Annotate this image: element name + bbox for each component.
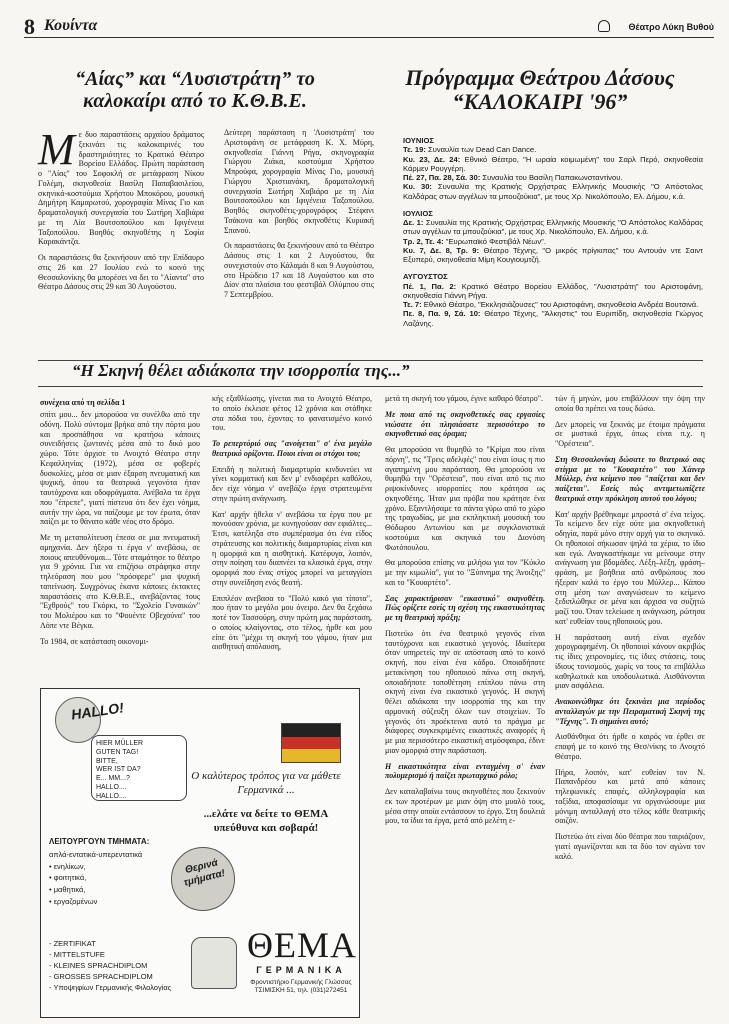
bubble-line: HALLO.... bbox=[96, 792, 127, 800]
interview-question: Το ρεπερτόριό σας "ανοίγεται" σ' ένα μεγάλο θεατρικό ορίζοντα. Ποιοι είναι οι στόχοι του; bbox=[212, 439, 372, 458]
entry-text: Συναυλία της Κρατικής Ορχήστρας Ελληνικής Μουσικής "Ο Απόστολος Καλδάρας στων αγγέλων τα μπουζούκια", με τους Χρ. Νικολόπουλο, Ελ. Δήμου, κ.ά. bbox=[403, 218, 703, 237]
interview-question: Με ποια από τις σκηνοθετικές σας εργασίες νιώσατε ότι πλησιάσατε περισσότερο το σκηνοθετικό σας όραμα; bbox=[385, 409, 545, 439]
bubble-line: E... MM...? bbox=[96, 775, 130, 782]
entry-date: Πέ. 1, Πα. 2: bbox=[403, 281, 457, 291]
department-item: • εργαζομένων bbox=[49, 896, 98, 906]
exam-item: - Υποψηφίων Γερμανικής Φιλολογίας bbox=[49, 982, 172, 992]
program-entry bbox=[403, 182, 703, 201]
entry-date: Τρ. 2, Τε. 4: bbox=[403, 236, 444, 246]
paragraph: ε δυο παραστάσεις αρχαίου δράματος ξεκινάει τις καλοκαιρινές του δραστηριότητες το Κρατικό Θέατρο Βορείου Ελλάδος. Πρώτη παράσταση ο "Αίας" του Σοφοκλή σε μετάφραση Νίκου Γολέμη, σκηνοθεσία Βασίλη Παπαβασιλείου, σκηνικά-κοστούμια Χρήστου Μποκόρου, μουσική Δημήτρη Καμαρωτού, χορογραφία Μίνας Γιο και δραματολογική συνεργασία του Σωτήρη Χαβιάρα με τη Λία Βουτσοπούλου και Ιφιγένεια Ταξοπούλου. Βοηθός σκηνοθέτης η Σοφία Καρακάντζα. bbox=[38, 130, 204, 247]
entry-text: Θέατρο Τέχνης, "Ο μικρός πρίγκιπας" του Αντουάν ντε Σαιντ Εξυπερύ, σκηνοθεσία Μίμη Κουγιουμτζή. bbox=[403, 245, 703, 264]
interview-column-3 bbox=[385, 394, 545, 832]
drop-cap: Μ bbox=[38, 125, 75, 174]
exam-item: - ZERTIFIKAT bbox=[49, 939, 96, 948]
ad-slogan: ...ελάτε να δείτε το ΘΕΜΑ υπεύθυνα και σοβαρά! bbox=[203, 808, 329, 835]
address-line: ΤΣΙΜΙΣΚΗ 51, τηλ. (031)272451 bbox=[254, 987, 348, 995]
paragraph: Δεν καταλαβαίνω τους σκηνοθέτες που ξεκινούν εκ των προτέρων με μιαν όψη στο μυαλό τους, μέσα στην οποία εντάσσουν το έργο. Στη δουλειά μου, τα ίδια τα έργα, μετά από μελέτη ε- bbox=[385, 787, 545, 826]
entry-date: Τε. 7: bbox=[403, 300, 422, 309]
paragraph: Επειδή η πολιτική διαμαρτυρία κινδυνεύει να γίνει κομματική και δεν μ' ενδιαφέρει καθόλου, δεν είχε νόημα ν' ανεβάζω έργα στρατευμένα στην πρώτη ανάγνωση. bbox=[212, 464, 372, 503]
logo-sub: ΓΕΡΜΑΝΙΚΑ bbox=[256, 965, 346, 975]
interview-column-1 bbox=[40, 410, 200, 652]
month-heading: ΙΟΥΝΙΟΣ bbox=[403, 136, 434, 145]
program-list bbox=[403, 136, 703, 328]
logo-address bbox=[247, 979, 355, 996]
entry-text: "Ευρωπαϊκό Φεστιβάλ Νέων". bbox=[445, 236, 546, 246]
summer-badge-text: Θερινά τμήματα! bbox=[182, 857, 227, 889]
entry-date: Κυ. 23, Δε. 24: bbox=[403, 154, 461, 164]
exam-item: - GROSSES SPRACHDIPLOM bbox=[49, 971, 153, 981]
bubble-line: HIER MÜLLER bbox=[96, 740, 144, 747]
paragraph: Με τη μεταπολίτευση έπεσα σε μια πνευματική αμηχανία. Δεν ήξερα τι έργα ν' ανεβάσω, σε ποιους απευθύνομαι... Τότε σταμάτησε το θέατρο για 9 χρόνια. Για να επιζήσω στράφηκα στην τηλεόραση που μου "πρόσφερε" μια ψυχική ταπείνωση. Συγχρόνως έκανα κάποιες έκτακτες παραστάσεις στο Κ.Θ.Β.Ε., ανεβάζοντας τους "Εχθρούς" του Γκόρκι, το "Σχολείο Γυναικών" του Μολιέρου και το "Φουέντε Οβεχούνα" του Λόπε ντε Βέγκα. bbox=[40, 533, 200, 630]
entry-date: Πέ. 27, Πα. 28, Σά. 30: bbox=[403, 173, 481, 182]
paragraph: Επιπλέον ανεβασα το "Πολύ κακό για τίποτα", που ήταν το μεγάλο μου όνειρο. Δεν θα ξεχάσω ποτέ τον Τασσούρη, στην πρώτη μας παράσταση, ο οποίος κλαίγοντας, στο τέλος, ήρθε και μου είπε ότι "μέχρι τη σκηνή του γάμου, ήταν μια αισθητική απόλαυση, bbox=[212, 593, 372, 652]
department-item: • ενηλίκων, bbox=[49, 861, 86, 871]
logo-main: ΘΕΜΑ bbox=[247, 925, 357, 965]
theatre-mask-icon bbox=[598, 20, 610, 32]
paragraph: Πήρα, λοιπόν, κατ' ευθείαν τον Ν. Παπανδρέου και μετά από κάποιες τηλεφωνικές επαφές, αλληλογραφία και ταξίδια, αποφασίσαμε να οργανώσουμε μια μόνιμη ανταλλαγή στο τέλος κάθε θεατρικής σαιζόν. bbox=[555, 767, 705, 826]
paragraph: Η παράσταση αυτή είναι σχεδόν χορογραφημένη. Οι ηθοποιοί κάνουν ακριβώς τις ίδιες χειρονομίες, τις ίδιες στάσεις, τους ίδιους τονισμούς, χωρίς να τους τα επιβάλλω καθηλωτικά και υποδουλωτικά. Αισθάνονται μιαν ασφάλεια. bbox=[555, 632, 705, 691]
departments-list bbox=[49, 849, 142, 907]
paragraph: σπίτι μου... δεν μπορούσα να συνέλθω από την οδύνη. Πολύ σύντομα βρήκα από την πόρτα μου και προσπάθησα να κρατήσω κάποιες συνειδήσεις ζωντανές μέσα από το δικό μου χώρο. Τότε άρχισε το Ανοιχτό Θέατρο στην Κεφαλληνίας (1972), μέσα σε φοβερές δυσκολίες, μέσα σε μιαν έξαρση πνευματική και ψυχική, όπου τα θεατρικά γεγονότα ήταν ταυτόχρονα και οδοφράγματα. Ανέβαλα τα έργα που "έπρεπε", γιατί πίστευα ότι δεν έχει νόημα, αυτήν την ώρα, να παίζουμε με τον έρωτα, όταν παίζει με το θάνατο κάθε νέος στο δρόμο. bbox=[40, 410, 200, 527]
article-column-1 bbox=[38, 125, 204, 298]
article-title: “Αίας” και “Λυσιστράτη” το καλοκαίρι από το Κ.Θ.Β.Ε. bbox=[75, 68, 315, 112]
program-title-line: Πρόγραμμα Θεάτρου Δάσους bbox=[405, 65, 675, 90]
entry-text: Συναυλία των Dead Can Dance. bbox=[428, 145, 537, 155]
advertisement bbox=[40, 688, 360, 1018]
paragraph: Πιστεύω ότι ένα θεατρικό γεγονός είναι ταυτόχρονα και εικαστικό γεγονός. Ιδιαίτερα όταν υπηρετείς την σε απόσταση από το κοινό σκηνή, που είναι ένα κάδρο. Οποιαδήποτε μετακίνηση του ηθοποιού πάνω στη σκηνή, οποιαδήποτε τοποθέτηση επίπλου πάνω στη σκηνή είναι ένα εικαστικό γεγονός. Η σκηνή θέλει αδιάκοπα την ισορροπία της και την αρμονική σύζευξη όλων των στοιχείων. Το γεγονός ότι προέκτεινα αυτό το πράγμα με διάφορες συγκεκριμένες εικαστικές αναφορές ή με μια περισσότερο εικαστική ατμόσφαιρα, έδινε μιαν ομορφιά στην παράσταση. bbox=[385, 628, 545, 755]
bubble-line: GUTEN TAG! bbox=[96, 748, 139, 756]
program-entry bbox=[403, 282, 703, 301]
entry-text: Εθνικό Θέατρο, "Εκκλησιάζουσες" του Αριστοφάνη, σκηνοθεσία Ανδρέα Βουτσινά. bbox=[423, 300, 699, 309]
continued-note: συνέχεια από τη σελίδα 1 bbox=[40, 398, 126, 407]
entry-text: Εθνικό Θέατρο, "Η ωραία κοιμωμένη" του Σαρλ Περό, σκηνοθεσία Κάρμεν Ρουγγέρη. bbox=[403, 154, 703, 173]
divider bbox=[38, 386, 703, 387]
entry-text: Συναυλία της Κρατικής Ορχήστρας Ελληνικής Μουσικής "Ο Απόστολος Καλδάρας στων αγγέλων τα μπουζούκια", με τους Χρ. Νικολόπουλο, Ελ. Δήμου, κ.ά. bbox=[403, 182, 703, 201]
exam-item: - MITTELSTUFE bbox=[49, 949, 105, 959]
paragraph: κής εξαθλίωσης, γίνεται πια το Ανοιχτό Θέατρο, το οποίο έκλεισε φέτος 12 χρόνια και στάθηκε στα πόδια του, έχοντας το φανατισμένο κοινό του. bbox=[212, 394, 372, 433]
paragraph: Θα μπορούσα επίσης να μιλήσω για τον "Κύκλο με την κιμωλία", για το "Ξύπνημα της Άνοιξης" και το "Κουαρτέτο". bbox=[385, 558, 545, 587]
interview-column-2 bbox=[212, 394, 372, 658]
entry-text: Συναυλία του Βασίλη Παπακωνσταντίνου. bbox=[482, 173, 623, 182]
bubble-line: WER IST DA? bbox=[96, 766, 141, 774]
paragraph: Κατ' αρχήν βρέθηκαμε μπροστά σ' ένα τείχος. Το κείμενο δεν είχε ούτε μια σκηνοθετική οδηγία, παρά μόνο στην αρχή για το σκηνικό. Οι ηθοποιοί σήκωσαν ψηλά τα χέρια, το ίδιο και εγώ. Αναγκαστήκαμε να μείνουμε στην ανάγνωση για βδομάδες. Λέξη–λέξη, φράση–φράση, με βοήθεια από ανθρώπους που ήξεραν καλά το έργο του Μύλλερ... Κάπου στη μέση των αναγνώσεων το κείμενο ξεδιπλώθηκε σε μένα και άρχισα να συζητώ μαζί του. Όταν τελείωσε η ανάγνωση, ρώτησα κατ' ευθείαν τους ηθοποιούς μου. bbox=[555, 509, 705, 626]
paragraph: Αισθάνθηκα ότι ήρθε ο καιρός να έρθει σε επαφή με το κοινό της Θεσ/νίκης το Ανοιχτό Θέατρο. bbox=[555, 732, 705, 761]
interview-question: Σας χαρακτήρισαν "εικαστικό" σκηνοθέτη. Πώς ορίζετε εσείς τη σχέση της εικαστικότητας με τη θεατρική πράξη; bbox=[385, 593, 545, 622]
article-column-2 bbox=[224, 128, 374, 306]
departments-title: ΛΕΙΤΟΥΡΓΟΥΝ ΤΜΗΜΑΤΑ: bbox=[49, 837, 150, 846]
month-heading: ΑΥΓΟΥΣΤΟΣ bbox=[403, 272, 448, 282]
program-entry bbox=[403, 145, 703, 154]
page-header bbox=[24, 14, 714, 38]
phone-icon bbox=[191, 937, 237, 989]
program-entry bbox=[403, 246, 703, 265]
program-title bbox=[385, 66, 695, 114]
program-entry bbox=[403, 173, 703, 182]
interview-question: Ανακοινώθηκε ότι ξεκινάει μια περίοδος ανταλλαγών με την Πειραματική Σκηνή της "Τέχνης". Τι σημαίνει αυτό; bbox=[555, 697, 705, 726]
bubble-line: HALLO.... bbox=[96, 783, 127, 791]
hallo-text: HALLO! bbox=[70, 699, 125, 723]
program-title-line: “ΚΑΛΟΚΑΙΡΙ '96” bbox=[452, 89, 628, 115]
address-line: Φροντιστήριο Γερμανικής Γλώσσας bbox=[250, 979, 352, 986]
entry-date: Κυ. 30: bbox=[403, 182, 432, 192]
entry-date: Δε. 1: bbox=[403, 218, 424, 227]
school-logo bbox=[247, 927, 355, 996]
interview-question: Η εικαστικότητα είναι ενταγμένη σ' έναν πολυμερισμό ή παίζει πρωταρχικό ρόλο; bbox=[385, 761, 545, 781]
section-name: Θέατρο Λύκη Βυθού bbox=[628, 22, 714, 32]
page-number: 8 bbox=[24, 14, 35, 39]
paragraph: Κατ' αρχήν ήθελα ν' ανεβάσω τα έργα που με πονούσαν χρόνια, με κυνηγούσαν σαν εφιάλτες... Έτσι, κατέληξα στο συμπέρασμα ότι ένα είδος στράτευσης και πολιτικής διαμαρτυρίας είναι και η ομορφιά και η αισθητική. Κατέφυγα, λοιπόν, στην ποίηση του διαπνέει τα κλασικά έργα, στην ομορφιά που ένας στίχος μπορεί να μεταγγίσει στην συνείδηση ενός θεατή. bbox=[212, 509, 372, 587]
flag-stripe bbox=[282, 737, 340, 750]
german-flag-icon bbox=[281, 723, 341, 763]
flag-stripe bbox=[282, 724, 340, 737]
interview-title: “Η Σκηνή θέλει αδιάκοπα την ισορροπία της...” bbox=[72, 361, 410, 380]
interview-column-4 bbox=[555, 394, 705, 867]
month-heading: ΙΟΥΛΙΟΣ bbox=[403, 208, 433, 218]
program-entry bbox=[403, 300, 703, 309]
entry-date: Πε. 8, Πα. 9, Σά. 10: bbox=[403, 309, 481, 319]
entry-date: Κυ. 7, Δε. 8, Τρ. 9: bbox=[403, 245, 480, 255]
program-entry bbox=[403, 237, 703, 246]
program-entry bbox=[403, 155, 703, 174]
speech-bubble bbox=[91, 735, 187, 801]
exam-item: - KLEINES SPRACHDIPLOM bbox=[49, 960, 148, 970]
program-entry bbox=[403, 218, 703, 237]
paragraph: Θα μπορούσα να θυμηθώ το "Κρίμα που είναι πόρνη", τις "Τρεις αδελφές" που είναι ίσως η πιο αγαπημένη μου παράσταση. Θα μπορούσα να θυμηθώ την "Ορέστεια", που είναι από τις πιο ριψοκίνδυνες ισορροπίες που κράτησα ως σκηνοθέτης. Ήταν μια πρόβα που κράτησε ένα χρόνο. Εξαντλήσαμε τα πάντα γύρω από το χώρο της τραγωδίας, με μια εκπληκτική μουσική του Θόδωρου Αντωνίου και με συγκλονιστικά κοστούμια και σκηνικά του Διονύση Φωτόπουλου. bbox=[385, 445, 545, 552]
paragraph: Πιστεύω ότι είναι δύο θέατρα που ταιριάζουν, γιατί αγωνίζονται και τα δύο τον αγώνα τον καλό. bbox=[555, 832, 705, 861]
entry-date: Τε. 19: bbox=[403, 145, 426, 155]
paragraph: τών ή μηνών, μου επιβάλλουν την όψη την οποία θα πρέπει να τους δώσω. bbox=[555, 394, 705, 413]
paragraph: Οι παραστάσεις θα ξεκινήσουν από την Επίδαυρο στις 26 και 27 Ιουλίου ενώ το κοινό της Θεσσαλονίκης θα μπορέσει να δει το "Αίαντα" στο Θέατρο Δάσους στις 29 και 30 Αυγούστου. bbox=[38, 253, 204, 292]
magazine-name: Κουίντα bbox=[44, 17, 98, 34]
paragraph: Δεν μπορείς να ξεκινάς με έτοιμα πράγματα σε μυστικά έργα, όπως είναι π.χ. η "Ορέστεια". bbox=[555, 419, 705, 448]
department-item: απλά-εντατικά-υπερεντατικά bbox=[49, 850, 143, 859]
entry-text: Θέατρο Τέχνης, "Άλκηστις" του Ευριπίδη, σκηνοθεσία Γιώργος Λαζάνης. bbox=[403, 309, 703, 328]
paragraph: Δεύτερη παράσταση η 'Λυσιστράτη' του Αριστοφάνη σε μετάφραση Κ. Χ. Μύρη, σκηνοθεσία Γιάννη Ρήγα, σκηνογραφία Γιώργου Ζιάκα, κοστούμια Χρήστου Μπρούφα, χορογραφία Μίνας Γιο, μουσική Γιώργου Χριστιανάκη, δραματολογική συνεργασία Σωτήρη Χαβιάρα με τη Λία Βουτσοπούλου και Ιφιγένεια Ταξοπούλου. Βοηθός σκηνοθέτις-χορογράφος Στέφανι Τσάκονα και βοηθός σκηνοθέτις Κυριακή Σπανού. bbox=[224, 128, 374, 235]
flag-stripe bbox=[282, 749, 340, 762]
department-item: • φοιτητικά, bbox=[49, 873, 87, 883]
paragraph: Το 1984, σε κατάσταση οικονομι- bbox=[40, 636, 149, 646]
entry-text: Κρατικό Θέατρο Βορείου Ελλάδος, "Λυσιστράτη" του Αριστοφάνη, σκηνοθεσία Γιάννη Ρήγα. bbox=[403, 281, 703, 300]
ad-slogan: Ο καλύτερος τρόπος για να μάθετε Γερμανικά ... bbox=[191, 770, 341, 797]
interview-question: Στη Θεσσαλονίκη δώσατε το θεατρικό σας στίγμα με το "Κουαρτέτο" του Χάινερ Μύλλερ, ένα κείμενο που "παίζεται και δεν παίζεται". Εσείς πώς αντιμετωπίζετε θεατρικά στην πρόκληση αυτού του λόγου; bbox=[555, 454, 705, 503]
paragraph: Οι παραστάσεις θα ξεκινήσουν από το Θέατρο Δάσους στις 1 και 2 Αυγούστου, θα συνεχιστούν στο Κάλαμάι 8 και 9 Αυγούστου, στο Ηρώδειο 17 και 18 Αυγούστου και στο Δίον στα πλαίσια του φεστιβάλ Ολύμπου στις 7 Σεπτεμβρίου. bbox=[224, 241, 374, 299]
paragraph: μετά τη σκηνή του γάμου, έγινε καθαρό θέατρο". bbox=[385, 394, 543, 403]
department-item: • μαθητικά, bbox=[49, 884, 86, 894]
program-entry bbox=[403, 309, 703, 328]
bubble-line: BITTE, bbox=[96, 757, 118, 765]
exam-list bbox=[49, 939, 171, 993]
